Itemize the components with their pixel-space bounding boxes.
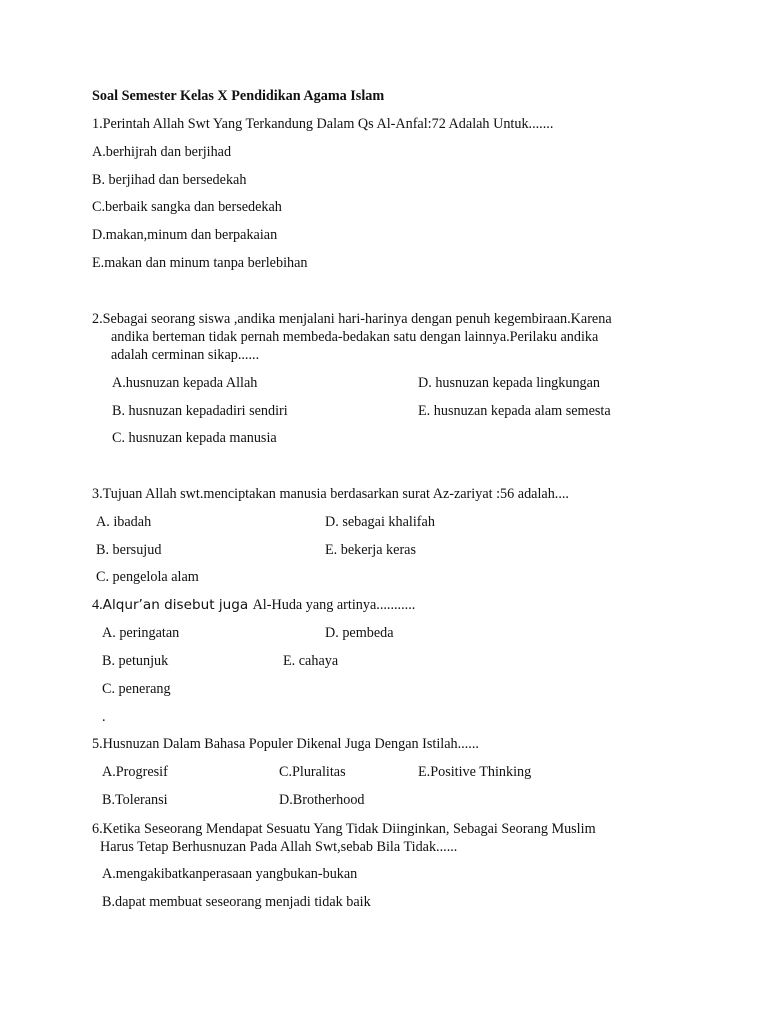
q6-option-b: B.dapat membuat seseorang menjadi tidak baik xyxy=(102,894,371,910)
question-2-line-3: adalah cerminan sikap...... xyxy=(111,347,260,363)
q4-trailing-dot: . xyxy=(102,709,106,725)
q5-option-a: A.Progresif xyxy=(102,764,168,780)
q1-option-c: C.berbaik sangka dan bersedekah xyxy=(92,199,282,215)
q5-option-c: C.Pluralitas xyxy=(279,764,346,780)
q4-option-e: E. cahaya xyxy=(283,653,339,669)
q6-option-a: A.mengakibatkanperasaan yangbukan-bukan xyxy=(102,866,358,882)
q1-option-b: B. berjihad dan bersedekah xyxy=(92,172,247,188)
question-6-line-2: Harus Tetap Berhusnuzan Pada Allah Swt,sebab Bila Tidak...... xyxy=(100,839,458,855)
q2-option-c: C. husnuzan kepada manusia xyxy=(112,430,277,446)
question-4-number: 4. xyxy=(92,597,103,613)
q4-option-a: A. peringatan xyxy=(102,625,180,641)
q5-option-d: D.Brotherhood xyxy=(279,792,365,808)
q3-option-a: A. ibadah xyxy=(96,514,152,530)
question-1: 1.Perintah Allah Swt Yang Terkandung Dalam Qs Al-Anfal:72 Adalah Untuk....... xyxy=(92,116,554,132)
q3-option-d: D. sebagai khalifah xyxy=(325,514,435,530)
question-2-line-2: andika berteman tidak pernah membeda-bedakan satu dengan lainnya.Perilaku andika xyxy=(111,329,599,345)
question-2 xyxy=(92,310,692,364)
question-5: 5.Husnuzan Dalam Bahasa Populer Dikenal Juga Dengan Istilah...... xyxy=(92,736,479,752)
question-4 xyxy=(92,596,415,614)
q1-option-a: A.berhijrah dan berjihad xyxy=(92,144,232,160)
question-4-part-1: Alqur’an disebut juga xyxy=(102,597,253,613)
q3-option-c: C. pengelola alam xyxy=(96,569,199,585)
question-3: 3.Tujuan Allah swt.menciptakan manusia berdasarkan surat Az-zariyat :56 adalah.... xyxy=(92,486,569,502)
question-6-line-1: 6.Ketika Seseorang Mendapat Sesuatu Yang Tidak Diinginkan, Sebagai Seorang Muslim xyxy=(92,821,596,837)
q1-option-d: D.makan,minum dan berpakaian xyxy=(92,227,278,243)
q5-option-b: B.Toleransi xyxy=(102,792,168,808)
q2-option-b: B. husnuzan kepadadiri sendiri xyxy=(112,403,288,419)
q3-option-e: E. bekerja keras xyxy=(325,542,416,558)
document-title: Soal Semester Kelas X Pendidikan Agama Islam xyxy=(92,88,385,104)
q2-option-a: A.husnuzan kepada Allah xyxy=(112,375,258,391)
q2-option-d: D. husnuzan kepada lingkungan xyxy=(418,375,601,391)
q2-option-e: E. husnuzan kepada alam semesta xyxy=(418,403,611,419)
question-4-part-2: Al-Huda yang artinya........... xyxy=(252,597,416,613)
q4-option-d: D. pembeda xyxy=(325,625,394,641)
question-2-line-1: 2.Sebagai seorang siswa ,andika menjalani hari-harinya dengan penuh kegembiraan.Karena xyxy=(92,311,612,327)
q5-option-e: E.Positive Thinking xyxy=(418,764,532,780)
q3-option-b: B. bersujud xyxy=(96,542,162,558)
question-6 xyxy=(92,820,692,856)
q1-option-e: E.makan dan minum tanpa berlebihan xyxy=(92,255,308,271)
q4-option-c: C. penerang xyxy=(102,681,171,697)
q4-option-b: B. petunjuk xyxy=(102,653,169,669)
